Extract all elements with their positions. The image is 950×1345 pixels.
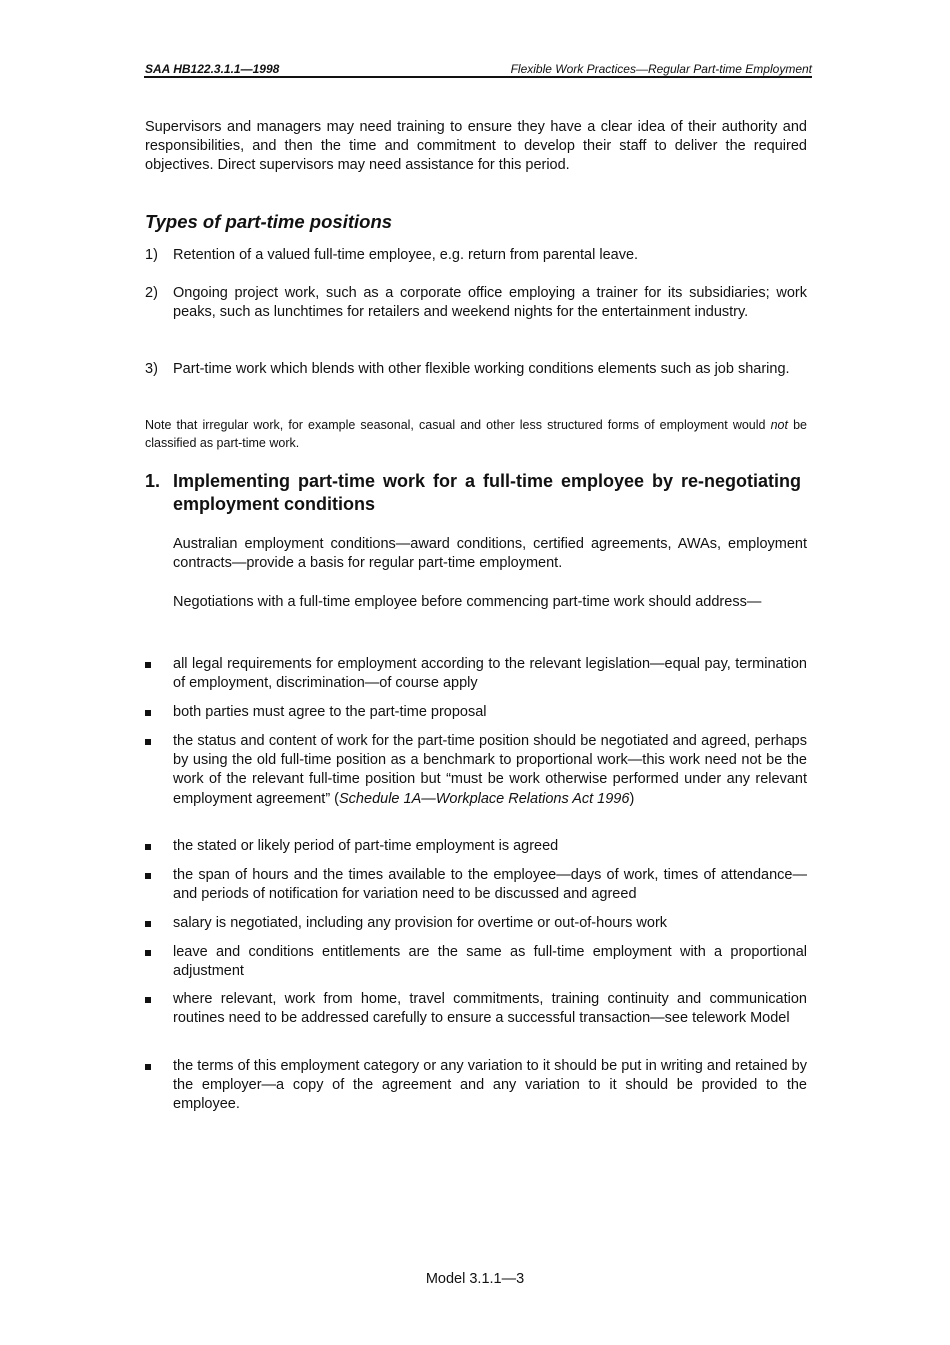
- bullet-square-icon: [145, 1064, 151, 1070]
- note-paragraph: [145, 416, 807, 452]
- bullet-square-icon: [145, 844, 151, 850]
- bullet-item: [145, 655, 807, 693]
- bullet-text: the stated or likely period of part-time employment is agreed: [173, 838, 559, 854]
- bullet-square-icon: [145, 739, 151, 745]
- list-item-text: Retention of a valued full-time employee, e.g. return from parental leave.: [173, 247, 639, 263]
- page-footer: Model 3.1.1—3: [425, 1271, 525, 1287]
- bullet-text: [173, 732, 807, 809]
- section-1-heading: [145, 470, 801, 516]
- bullet-text: both parties must agree to the part-time proposal: [173, 704, 487, 720]
- bullet-item: [145, 990, 807, 1028]
- bullet-square-icon: [145, 662, 151, 668]
- types-item-1: [145, 246, 807, 265]
- bullet-item: [145, 837, 807, 856]
- bullet-item: [145, 1057, 807, 1115]
- section-number: 1.: [145, 471, 161, 491]
- list-marker: 3): [145, 361, 158, 377]
- section-title: Implementing part-time work for a full-time employee by re-negotiating employment conditions: [173, 471, 801, 514]
- bullet-item: [145, 914, 807, 933]
- header-document-code: SAA HB122.3.1.1—1998: [145, 62, 280, 76]
- bullet-square-icon: [145, 710, 151, 716]
- bullet-text: the terms of this employment category or any variation to it should be put in writing and retained by the employer—a copy of the agreement and any variation to it should be provided to the employee.: [173, 1058, 807, 1113]
- bullet-square-icon: [145, 997, 151, 1003]
- bullet-text: where relevant, work from home, travel commitments, training continuity and communication routines need to be addressed carefully to ensure a successful transaction—see telework Model: [173, 991, 807, 1027]
- section-1-paragraph-2: Negotiations with a full-time employee before commencing part-time work should address—: [173, 594, 762, 610]
- bullet-item: [145, 866, 807, 904]
- list-item-text: Ongoing project work, such as a corporate office employing a trainer for its subsidiaries; work peaks, such as lunchtimes for retailers and weekend nights for the entertainment industry.: [173, 285, 807, 321]
- types-item-2: [145, 284, 807, 322]
- bullet-text-main: the status and content of work for the part-time position should be negotiated and agreed, perhaps by using the old full-time position as a benchmark to proportional work—this work need not be the work of the relevant full-time position but “must be work otherwise performed under any relevant employment agreement” (: [173, 733, 807, 807]
- bullet-text-close: ): [629, 790, 635, 807]
- note-text-start: Note that irregular work, for example seasonal, casual and other less structured forms of employment would: [145, 418, 771, 432]
- intro-paragraph: Supervisors and managers may need training to ensure they have a clear idea of their authority and responsibilities, and then the time and commitment to develop their staff to deliver the required objectives. Direct supervisors may need assistance for this period.: [145, 119, 807, 174]
- bullet-text: salary is negotiated, including any provision for overtime or out-of-hours work: [173, 915, 668, 931]
- bullet-item: [145, 703, 807, 722]
- types-item-3: [145, 360, 807, 379]
- section-1-paragraph-1: Australian employment conditions—award conditions, certified agreements, AWAs, employment contracts—provide a basis for regular part-time employment.: [173, 536, 807, 572]
- bullet-text: leave and conditions entitlements are the same as full-time employment with a proportional adjustment: [173, 944, 807, 980]
- bullet-square-icon: [145, 921, 151, 927]
- note-emphasis: not: [770, 418, 788, 432]
- legislation-reference: Schedule 1A—Workplace Relations Act 1996: [339, 790, 630, 807]
- bullet-text: the span of hours and the times available to the employee—days of work, times of attendance—and periods of notification for variation need to be discussed and agreed: [173, 867, 807, 903]
- types-heading: Types of part-time positions: [145, 211, 393, 232]
- note-text-end: be classified as part-time work.: [145, 418, 807, 450]
- list-marker: 1): [145, 247, 158, 263]
- list-marker: 2): [145, 285, 158, 301]
- header-divider: [144, 76, 812, 78]
- bullet-item: [145, 732, 807, 809]
- bullet-square-icon: [145, 873, 151, 879]
- bullet-square-icon: [145, 950, 151, 956]
- bullet-text: all legal requirements for employment according to the relevant legislation—equal pay, termination of employment, discrimination—of course apply: [173, 656, 807, 692]
- header-document-title: Flexible Work Practices—Regular Part-time Employment: [510, 62, 812, 76]
- list-item-text: Part-time work which blends with other flexible working conditions elements such as job sharing.: [173, 361, 790, 377]
- bullet-item: [145, 943, 807, 981]
